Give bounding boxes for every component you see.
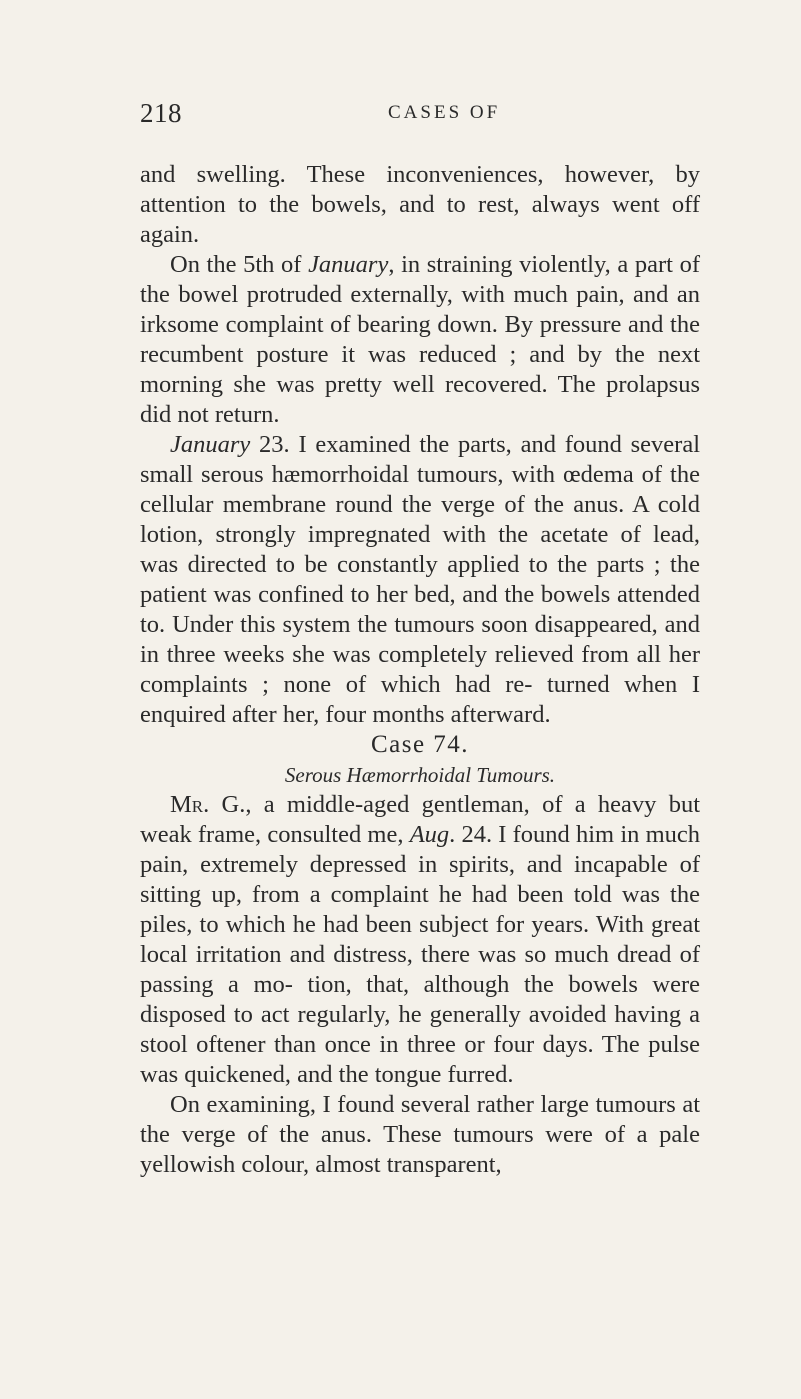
- italic-segment: Aug: [409, 821, 450, 848]
- paragraph-2: [140, 250, 700, 430]
- text-segment: and swelling. These inconveniences, however, by attention to the bowels, and to rest, always went off again.: [140, 161, 700, 248]
- smallcaps-segment: Mr.: [170, 791, 210, 818]
- text-segment: G., a middle-aged gentleman, of a heavy but weak frame, consulted me,: [140, 791, 700, 848]
- page-number: 218: [140, 98, 182, 128]
- page-header: [140, 98, 700, 132]
- running-head: CASES OF: [388, 102, 501, 123]
- text-segment: , in straining violently, a part of the bowel protruded externally, with much pain, and an irksome complaint of bearing down. By pressure and the recumbent posture it was reduced ; and by the next morning she was pretty well recovered. The prolapsus did not return.: [140, 251, 700, 428]
- text-segment: On the 5th of: [170, 251, 309, 278]
- text-segment: 23. I examined the parts, and found several small serous hæmorrhoidal tumours, with œdema of the cellular membrane round the verge of the anus. A cold lotion, strongly impregnated with the acetate of lead, was directed to be constantly applied to the parts ; the patient was confined to her bed, and the bowels attended to. Under this system the tumours soon disappeared, and in three weeks she was completely relieved from all her complaints ; none of which had re- turned when I enquired after her, four months afterward.: [140, 431, 700, 728]
- paragraph-5: [140, 1090, 700, 1180]
- case-title: Case 74.: [370, 731, 470, 758]
- paragraph-1: [140, 160, 700, 250]
- italic-segment: January: [308, 251, 389, 278]
- paragraph-4: [140, 790, 700, 1090]
- paragraph-3: [140, 430, 700, 730]
- text-segment: On examining, I found several rather large tumours at the verge of the anus. These tumours were of a pale yellowish colour, almost transparent,: [140, 1091, 700, 1178]
- text-segment: . 24. I found him in much pain, extremely depressed in spirits, and incapable of sitting up, from a complaint he had been told was the piles, to which he had been subject for years. With great local irritation and distress, there was so much dread of passing a mo- tion, that, although the bowels were disposed to act regularly, he generally avoided having a stool oftener than once in three or four days. The pulse was quickened, and the tongue furred.: [140, 821, 700, 1088]
- case-subtitle: Serous Hæmorrhoidal Tumours.: [284, 763, 556, 787]
- italic-segment: January: [170, 431, 251, 458]
- body-text: [140, 160, 700, 1180]
